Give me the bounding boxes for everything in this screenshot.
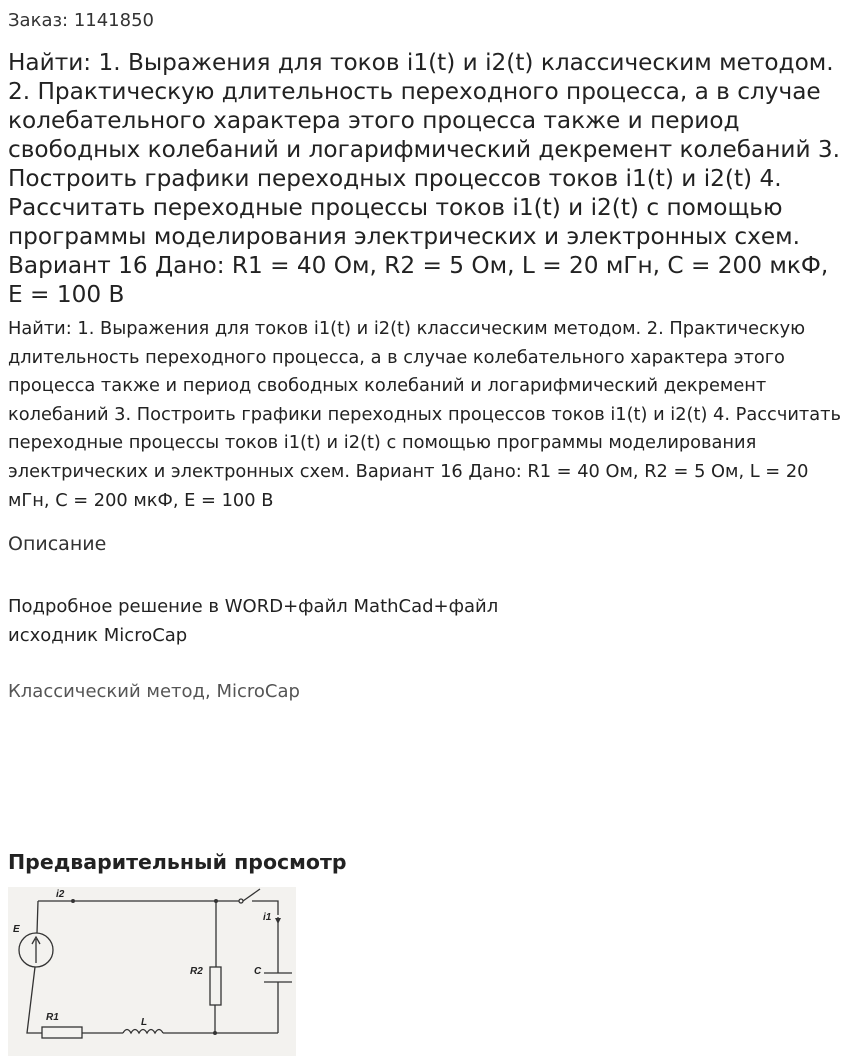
wire-left-bottom — [27, 967, 42, 1033]
preview-heading: Предварительный просмотр — [8, 850, 347, 874]
wire-left-top — [37, 901, 38, 933]
solution-details — [8, 592, 608, 650]
junction-dot-bottom — [213, 1031, 217, 1035]
task-description: Найти: 1. Выражения для токов i1(t) и i2(t) классическим методом. 2. Практическую длительность переходного процесса, а в случае колебательного характера этого процесса также и период свободных колебаний и логарифмический декремент колебаний 3. Построить графики переходных процессов токов i1(t) и i2(t) 4. Рассчитать переходные процессы токов i1(t) и i2(t) с помощью программы моделирования электрических и электронных схем. Вариант 16 Дано: R1 = 40 Ом, R2 = 5 Ом, L = 20 мГн, C = 200 мкФ, E = 100 В — [8, 318, 841, 511]
page-title: Найти: 1. Выражения для токов i1(t) и i2(t) классическим методом. 2. Практическую длительность переходного процесса, а в случае колебательного характера этого процесса также и период свободных колебаний и логарифмический декремент колебаний 3. Построить графики переходных процессов токов i1(t) и i2(t) 4. Рассчитать переходные процессы токов i1(t) и i2(t) с помощью программы моделирования электрических и электронных схем. Вариант 16 Дано: R1 = 40 Ом, R2 = 5 Ом, L = 20 мГн, C = 200 мкФ, E = 100 В — [8, 49, 841, 308]
label-i1: i1 — [263, 912, 272, 923]
label-l: L — [141, 1017, 148, 1028]
solution-details-line1: Подробное решение в WORD+файл MathCad+файл — [8, 596, 499, 617]
preview-image[interactable] — [8, 887, 296, 1056]
label-r1: R1 — [46, 1012, 59, 1023]
circuit-diagram — [8, 887, 296, 1056]
solution-details-line2: исходник MicroCap — [8, 625, 188, 646]
switch-blade — [243, 889, 260, 901]
r1-resistor — [42, 1027, 82, 1038]
switch-contact — [239, 899, 243, 903]
label-i2: i2 — [56, 889, 65, 900]
label-e: E — [13, 924, 20, 935]
tags: Классический метод, MicroCap — [8, 681, 300, 702]
label-r2: R2 — [190, 966, 203, 977]
current-arrow-i1 — [275, 918, 281, 924]
junction-dot-top — [214, 899, 218, 903]
r2-resistor — [210, 967, 221, 1005]
label-c: C — [254, 966, 262, 977]
order-number: Заказ: 1141850 — [8, 10, 154, 31]
description-section-label: Описание — [8, 533, 107, 555]
terminal-dot — [71, 899, 75, 903]
inductor-coil — [123, 1030, 163, 1034]
